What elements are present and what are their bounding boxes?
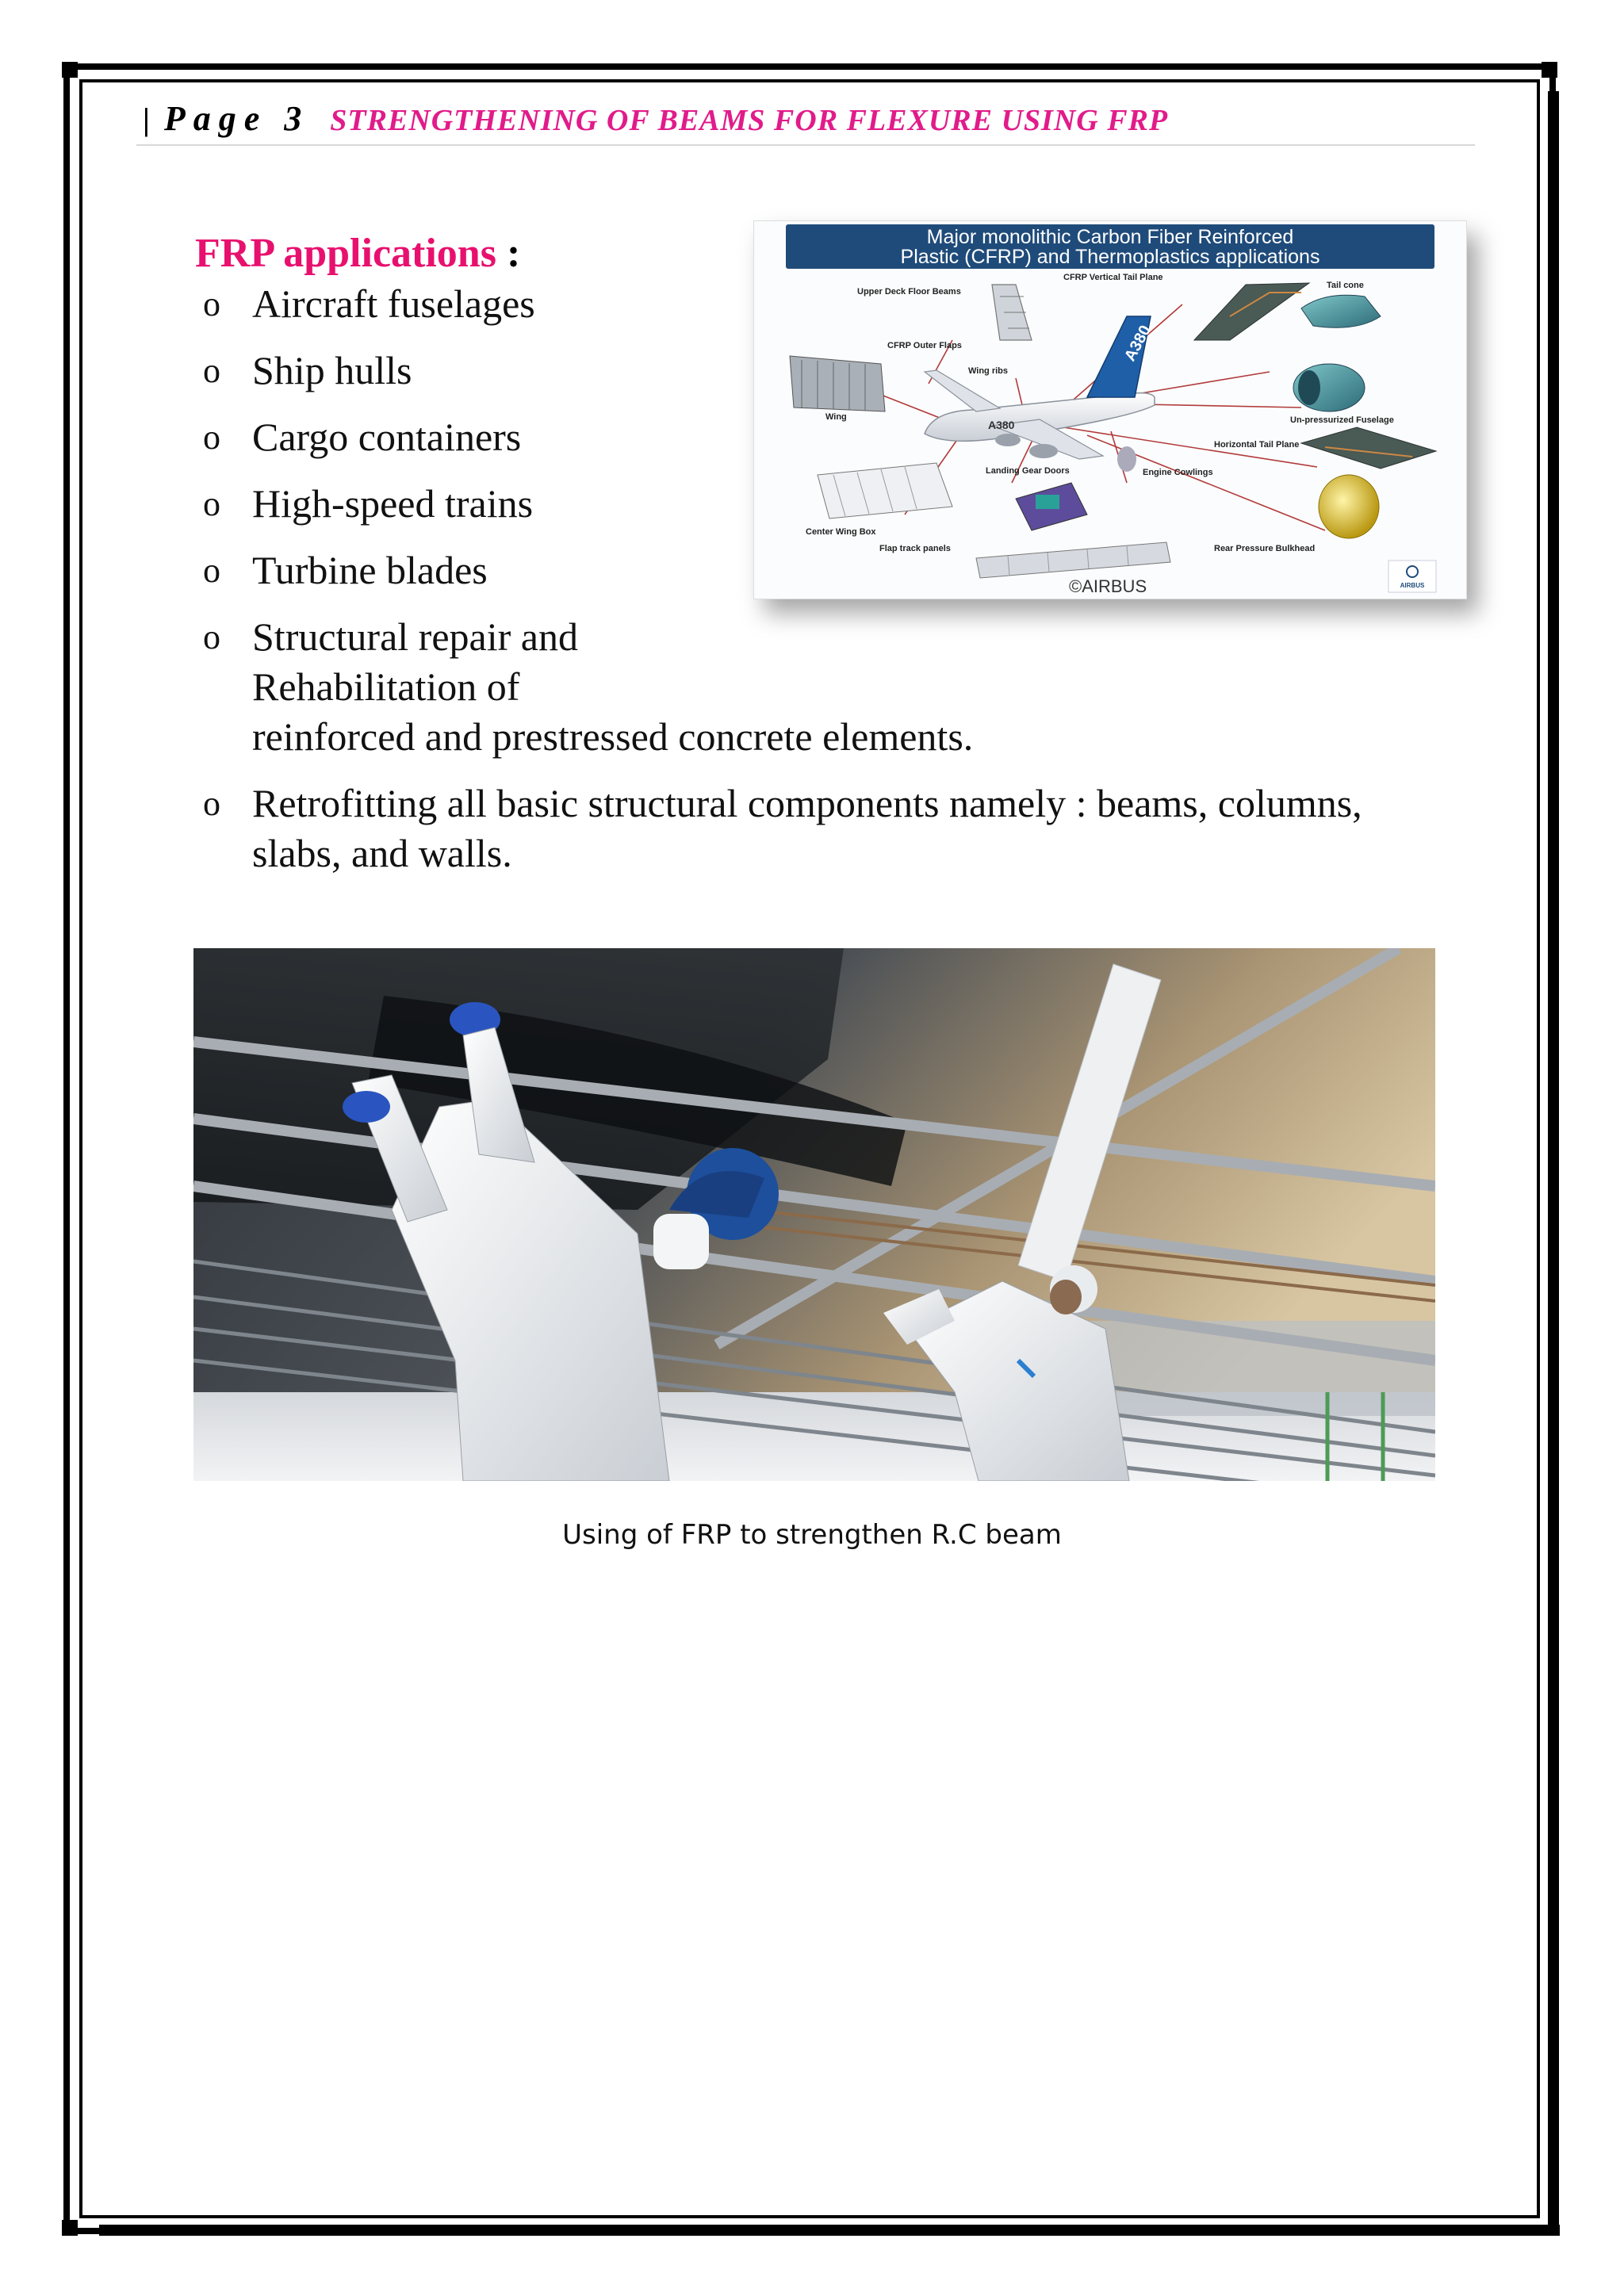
airbus-cfrp-infographic: [753, 220, 1467, 599]
label-flap-track-panels: Flap track panels: [879, 544, 951, 553]
application-item: [201, 612, 1502, 762]
infographic-title-2: Plastic (CFRP) and Thermoplastics applications: [900, 246, 1320, 268]
label-outer-flaps: CFRP Outer Flaps: [887, 341, 962, 350]
label-tail-cone: Tail cone: [1327, 281, 1364, 290]
page-header: [143, 98, 1475, 146]
application-text: Ship hulls: [252, 348, 412, 392]
bullet-icon: o: [203, 351, 220, 390]
rear-pressure-bulkhead-part: [1319, 475, 1379, 538]
bullet-icon: o: [203, 784, 220, 823]
label-horizontal-tail: Horizontal Tail Plane: [1214, 440, 1300, 450]
airbus-credit: ©AIRBUS: [1069, 576, 1147, 596]
bullet-icon: o: [203, 551, 220, 590]
application-text: Structural repair and: [252, 614, 578, 659]
application-text: High-speed trains: [252, 481, 534, 526]
bullet-icon: o: [203, 418, 220, 457]
header-separator: |: [143, 101, 150, 137]
label-upper-deck-beams: Upper Deck Floor Beams: [857, 287, 961, 297]
page-number: Page 3: [163, 99, 310, 138]
label-rear-pressure-bulkhead: Rear Pressure Bulkhead: [1214, 544, 1316, 553]
application-text: Cargo containers: [252, 415, 522, 459]
application-text: Aircraft fuselages: [252, 281, 535, 326]
infographic-svg: [754, 221, 1466, 599]
document-title: STRENGTHENING OF BEAMS FOR FLEXURE USING FRP: [330, 104, 1169, 137]
application-text: Rehabilitation of: [252, 664, 520, 709]
engine-cowlings-part: [1117, 446, 1136, 472]
wing-part: [790, 356, 885, 411]
photo-caption: Using of FRP to strengthen R.C beam: [562, 1519, 1062, 1551]
label-center-wing-box: Center Wing Box: [806, 527, 876, 537]
page-border-shadow-right: [1548, 91, 1559, 2232]
page-border-shadow-bottom: [99, 2225, 1560, 2236]
label-wing-ribs: Wing ribs: [968, 366, 1009, 376]
infographic-title-1: Major monolithic Carbon Fiber Reinforced: [926, 226, 1294, 248]
section-heading: [195, 230, 520, 277]
unpressurized-fuselage-part: [1293, 364, 1365, 411]
application-item: [201, 779, 1502, 878]
border-corner: [62, 62, 78, 78]
section-heading-colon: :: [496, 231, 521, 276]
header-divider: [136, 144, 1475, 146]
border-corner: [62, 2220, 78, 2236]
section-heading-text: FRP applications: [195, 231, 496, 276]
label-landing-gear-doors: Landing Gear Doors: [986, 466, 1070, 476]
label-unpressurized-fuselage: Un-pressurized Fuselage: [1290, 415, 1394, 425]
label-engine-cowlings: Engine Cowlings: [1143, 468, 1213, 477]
bullet-icon: o: [203, 484, 220, 523]
label-vertical-tail: CFRP Vertical Tail Plane: [1063, 273, 1163, 282]
photo-svg: [193, 948, 1435, 1481]
bullet-icon: o: [203, 285, 220, 323]
bullet-icon: o: [203, 618, 220, 656]
label-wing: Wing: [825, 412, 847, 422]
application-text: slabs, and walls.: [252, 831, 512, 875]
airbus-logo-text: AIRBUS: [1400, 582, 1425, 589]
border-corner: [1542, 62, 1557, 78]
aircraft-body-text: A380: [988, 419, 1015, 431]
aircraft-tail-text: A380: [1120, 322, 1155, 365]
frp-installation-photo: [193, 948, 1435, 1481]
application-text: Turbine blades: [252, 548, 488, 592]
application-text: reinforced and prestressed concrete elements.: [252, 714, 974, 759]
application-text: Retrofitting all basic structural components namely : beams, columns,: [252, 781, 1362, 825]
